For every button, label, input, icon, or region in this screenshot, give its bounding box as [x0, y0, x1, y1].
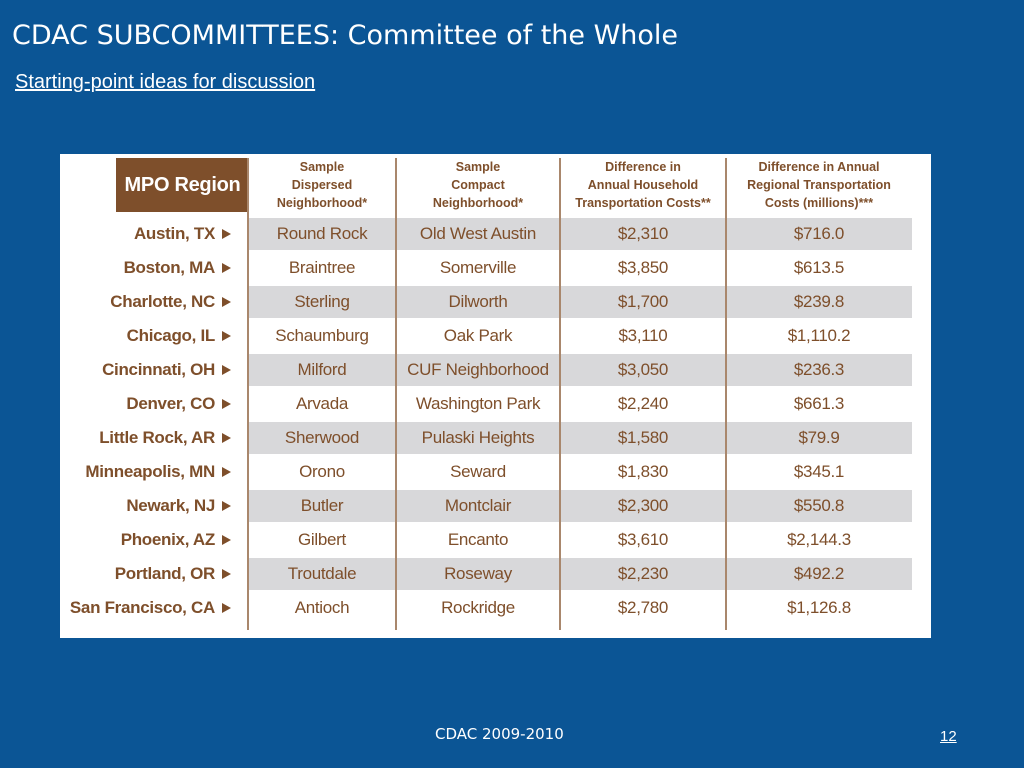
row-dispersed: Butler [300, 496, 344, 515]
table-row [60, 591, 931, 625]
row-regional-cost: $1,126.8 [787, 598, 851, 617]
row-dispersed: Troutdale [287, 564, 357, 583]
column-divider [725, 158, 727, 630]
row-dispersed: Schaumburg [275, 326, 369, 345]
row-dispersed: Arvada [295, 394, 349, 413]
row-region: Denver, CO [126, 394, 215, 413]
row-region: Chicago, IL [126, 326, 215, 345]
row-dispersed: Braintree [288, 258, 356, 277]
triangle-arrow-icon [222, 467, 231, 477]
row-region: Portland, OR [114, 564, 215, 583]
row-region: Phoenix, AZ [120, 530, 215, 549]
row-region: Austin, TX [133, 224, 215, 243]
row-compact: Pulaski Heights [421, 428, 535, 447]
row-region: Newark, NJ [126, 496, 215, 515]
row-regional-cost: $492.2 [793, 564, 845, 583]
triangle-arrow-icon [222, 297, 231, 307]
table-row [60, 285, 931, 319]
column-divider [395, 158, 397, 630]
triangle-arrow-icon [222, 263, 231, 273]
page-number[interactable]: 12 [940, 728, 957, 745]
table-header [60, 154, 931, 217]
table-row [60, 523, 931, 557]
row-household-cost: $2,240 [617, 394, 669, 413]
row-dispersed: Round Rock [276, 224, 368, 243]
comparison-table [60, 154, 931, 638]
row-household-cost: $3,050 [617, 360, 669, 379]
row-household-cost: $1,580 [617, 428, 669, 447]
row-region: San Francisco, CA [69, 598, 215, 617]
triangle-arrow-icon [222, 229, 231, 239]
row-compact: Encanto [447, 530, 509, 549]
triangle-arrow-icon [222, 331, 231, 341]
triangle-arrow-icon [222, 399, 231, 409]
row-compact: Dilworth [448, 292, 508, 311]
row-compact: CUF Neighborhood [407, 360, 549, 379]
table-row [60, 251, 931, 285]
slide-subtitle: Starting-point ideas for discussion [15, 71, 316, 93]
row-dispersed: Antioch [294, 598, 350, 617]
table-row [60, 217, 931, 251]
row-compact: Old West Austin [419, 224, 537, 243]
slide-footer: CDAC 2009-2010 [435, 725, 564, 743]
row-compact: Montclair [444, 496, 512, 515]
triangle-arrow-icon [222, 569, 231, 579]
row-regional-cost: $236.3 [793, 360, 845, 379]
row-region: Cincinnati, OH [102, 360, 215, 379]
row-household-cost: $2,300 [617, 496, 669, 515]
row-regional-cost: $716.0 [793, 224, 845, 243]
row-region: Minneapolis, MN [85, 462, 215, 481]
row-household-cost: $2,780 [617, 598, 669, 617]
row-region: Boston, MA [123, 258, 215, 277]
row-household-cost: $1,830 [617, 462, 669, 481]
row-regional-cost: $1,110.2 [787, 326, 851, 345]
table-body [60, 217, 931, 625]
row-household-cost: $2,310 [617, 224, 669, 243]
row-compact: Washington Park [415, 394, 541, 413]
header-household-costs: Difference in Annual Household Transportation Costs** [575, 160, 711, 210]
column-divider [559, 158, 561, 630]
row-compact: Roseway [444, 564, 512, 583]
row-household-cost: $3,610 [617, 530, 669, 549]
column-divider [247, 158, 249, 630]
row-dispersed: Milford [297, 360, 347, 379]
triangle-arrow-icon [222, 365, 231, 375]
triangle-arrow-icon [222, 433, 231, 443]
row-compact: Somerville [439, 258, 517, 277]
row-compact: Seward [450, 462, 506, 481]
triangle-arrow-icon [222, 603, 231, 613]
row-regional-cost: $661.3 [793, 394, 845, 413]
header-compact: Sample Compact Neighborhood* [432, 160, 524, 210]
row-household-cost: $1,700 [617, 292, 669, 311]
table-row [60, 421, 931, 455]
row-dispersed: Sherwood [284, 428, 360, 447]
triangle-arrow-icon [222, 535, 231, 545]
table-row [60, 489, 931, 523]
row-compact: Rockridge [441, 598, 515, 617]
row-regional-cost: $550.8 [793, 496, 845, 515]
table-row [60, 455, 931, 489]
row-dispersed: Gilbert [298, 530, 346, 549]
header-regional-costs: Difference in Annual Regional Transportation Costs (millions)*** [747, 160, 891, 210]
row-regional-cost: $239.8 [793, 292, 845, 311]
row-household-cost: $2,230 [617, 564, 669, 583]
row-household-cost: $3,850 [617, 258, 669, 277]
row-regional-cost: $613.5 [793, 258, 845, 277]
row-compact: Oak Park [443, 326, 513, 345]
table-row [60, 319, 931, 353]
row-dispersed: Sterling [294, 292, 350, 311]
header-mpo-region: MPO Region [116, 158, 249, 212]
row-regional-cost: $79.9 [798, 428, 840, 447]
row-regional-cost: $2,144.3 [787, 530, 851, 549]
table-row [60, 557, 931, 591]
row-regional-cost: $345.1 [793, 462, 845, 481]
row-region: Charlotte, NC [110, 292, 215, 311]
triangle-arrow-icon [222, 501, 231, 511]
table-row [60, 353, 931, 387]
slide-title: CDAC SUBCOMMITTEES: Committee of the Whole [12, 20, 679, 51]
row-dispersed: Orono [299, 462, 345, 481]
row-household-cost: $3,110 [618, 326, 668, 345]
row-region: Little Rock, AR [99, 428, 215, 447]
header-dispersed: Sample Dispersed Neighborhood* [276, 160, 368, 210]
table-row [60, 387, 931, 421]
